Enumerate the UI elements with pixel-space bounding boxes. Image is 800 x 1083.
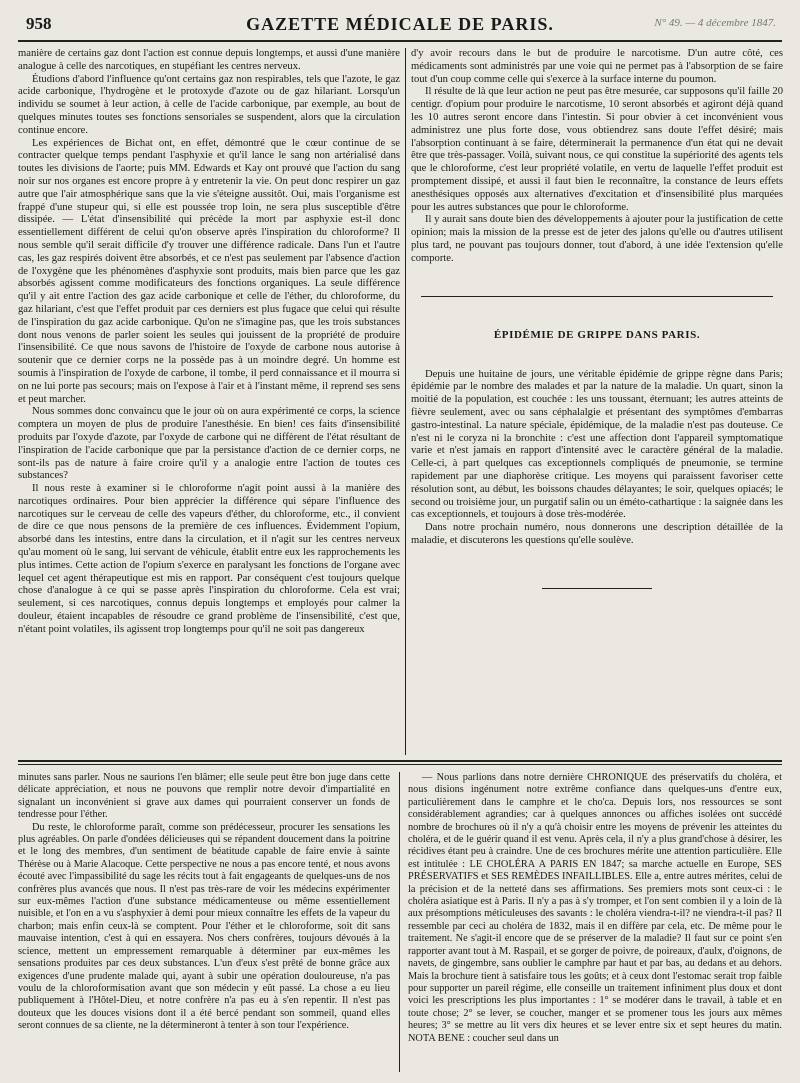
page-header (18, 14, 782, 42)
paragraph: Il y aurait sans doute bien des développements à ajouter pour la justification de cette opinion; mais la mission de la presse est de jeter des jalons qu'elle ou d'autres utilisent plus tard, ne pouvant pas toujours donner, tout d'abord, à une idée l'extension qu'elle comporte. (411, 214, 783, 264)
paragraph: — Nous parlions dans notre dernière CHRONIQUE des préservatifs du choléra, et nous disions ingénument notre extrême confiance dans quelques-uns d'entre eux, particulièrement dans le camphre et le cho'ca. Depuis lors, nos ressources se sont considérablement agrandies; car à quelques annonces ou affiches isolées ont succédé nombre de brochures où il n'y a qu'à choisir entre les moyens de prévenir les atteintes du choléra, et de le guérir quand il est venu. Après cela, il n'y a plus grand'chose à désirer, les récidives étant peu à craindre. Une de ces brochures mérite une attention particulière. Elle est intitulée : LE CHOLÉRA A PARIS EN 1847; sa marche actuelle en Europe, SES PRÉSERVATIFS et SES REMÈDES INFAILLIBLES. Elle a, entre autres mérites, celui de la précision et de la netteté dans ses affirmations. Ses premiers mots sont ceux-ci : le choléra asiatique est à Paris. Il n'y a pas à s'y tromper, et l'on sent combien il y a loin de là aux présomptions méticuleuses des savants : le choléra viendra-t-il? ne viendra-t-il pas? Il ressemble par ceci au choléra de 1832, mais il en diffère par cela, etc. De même pour le traitement. Ne s'agit-il encore que de se préserver de la maladie? Il faut sur ce point s'en rapporter avant tout à M. Raspail, et se gorger de poivre, de poireaux, d'aulx, d'oignons, de navets, de gingembre, sans oublier le camphre par haut et par bas, au dedans et au dehors. Mais la brochure tient à satisfaire tous les goûts; et à ceux dont l'estomac serait trop faible pour supporter un pareil régime, elle conseille un traitement infiniment plus doux et dont voici les prescriptions les plus importantes : 1° se modérer dans le travail, à table et en toute chose; 2° se lever, se coucher, manger et se promener tous les jours aux mêmes heures; 3° se mettre au lit vers dix heures et se lever entre six et sept heures du matin. NOTA BENE : coucher seul dans un (408, 772, 782, 1044)
feuilleton-left (18, 772, 390, 1072)
end-rule (542, 588, 652, 589)
paragraph: Du reste, le chloroforme paraît, comme son prédécesseur, procurer les sensations les plus agréables. On parle d'ondées délicieuses qui se répandent doucement dans la poitrine et le long des membres, d'un sentiment de béatitude capable de faire envie à sainte Thérèse ou à Marie Alacoque. Cette perspective ne nous a pas encore tenté, et nous avons écouté avec l'impassibilité du sage les récits tout à fait engageants de quelques-uns de nos confrères plus avancés que nous. Il n'est pas très-rare de voir les médecins expérimenter sur eux-mêmes l'action d'une substance médicamenteuse ou même essentiellement nuisible, et l'on en a vu s'asphyxier à demi pour mieux connaître les effets de la vapeur du charbon; mais enfin ceux-là se comptent. Pour l'éther et le chloroforme, soit dit sans mauvaise intention, c'est à qui en essayera. Nos chers confrères, toujours dévoués à la science, mettent un empressement remarquable à déterminer par eux-mêmes les sensations produites par ces deux substances. L'un d'eux s'est prêté de bonne grâce aux exigences d'une prudente malade qui, ayant à subir une opération douloureuse, n'a pas voulu de la chloroformisation avant que son médecin y eût passé. La chose a eu lieu publiquement à l'Hôtel-Dieu, et notre confrère n'a pas eu à s'en repentir. Il n'est pas douteux que les douces visions dont il a été bercé pendant son sommeil, quand elles seront connues de sa cliente, ne la détermineront à tenter à son tour l'expérience. (18, 821, 390, 1032)
paragraph: d'y avoir recours dans le but de produire le narcotisme. D'un autre côté, ces médicaments sont administrés par une voie qui ne permet pas à l'absorption de se faire tout d'un coup comme celle qui s'exerce à la surface interne du poumon. (411, 48, 783, 85)
paragraph: Dans notre prochain numéro, nous donnerons une description détaillée de la maladie, et discuterons les questions qu'elle soulève. (411, 522, 783, 546)
paragraph: minutes sans parler. Nous ne saurions l'en blâmer; elle seule peut être bon juge dans cette délicate appréciation, et nous ne pouvons que remplir notre devoir d'impartialité en signalant un inconvénient si grave aux dames qui pourraient conserver un fonds de tendresse pour l'éther. (18, 772, 390, 821)
paragraph: Il résulte de là que leur action ne peut pas être mesurée, car supposons qu'il faille 20 centigr. d'opium pour produire le narcotisme, 10 seront absorbés et agiront déjà quand les 10 autres seront encore dans l'intestin. Si pour obvier à cet inconvénient vous administrez une plus forte dose, vous obtiendrez sans doute l'effet désiré; mais l'absorption continuant à se faire, déterminerait la permanence d'un état qui ne devait être que très-passager. Voilà, suivant nous, ce qui constitue la supériorité des agents tels que le chloroforme, c'est leur propriété volatile, en vertu de laquelle l'effet produit est promptement dissipé, et aussi il faut bien le reconnaître, la constance de leurs effets anesthésiques opposés aux alternatives d'excitation et d'insensibilité plus marquées pour les autres substances que pour le chloroforme. (411, 86, 783, 213)
feuilleton-rule (18, 760, 782, 762)
issue-date-faint: N° 49. — 4 décembre 1847. (654, 17, 776, 29)
column-upper-left (18, 48, 400, 755)
section-title: ÉPIDÉMIE DE GRIPPE DANS PARIS. (493, 328, 701, 341)
column-divider (405, 48, 406, 755)
feuilleton-divider (399, 772, 400, 1072)
paragraph: Depuis une huitaine de jours, une véritable épidémie de grippe règne dans Paris; épidémie par le nombre des malades et par la nature de la maladie. Un quart, sinon la moitié de la population, est couchée : les uns toussant, éternuant; les autres atteints de fièvre seulement, avec ou sans céphalalgie et présentant des symptômes d'embarras gastro-intestinal. La nature spéciale, épidémique, de la maladie n'est pas douteuse. Ce n'est ni le coryza ni la bronchite : c'est une affection dont l'appareil symptomatique varie et n'est jamais en rapport d'intensité avec le caractère général de la maladie. Celle-ci, à part quelques cas exceptionnels compliqués de pneumonie, se termine rapidement par une diaphorèse critique. Les moyens qui paraissent favoriser cette résolution sont, au début, les boissons chaudes délayantes; le soir, quelques opiacés; le second ou troisième jour, un purgatif salin ou un éméto-cathartique : la saignée dans les cas exceptionnels, et toujours à dose très-modérée. (411, 368, 783, 521)
column-upper-right (411, 48, 783, 755)
section-separator (421, 296, 773, 297)
feuilleton-rule-thin (18, 764, 782, 765)
paragraph: Il nous reste à examiner si le chloroforme n'agit point aussi à la manière des narcotiques ordinaires. Pour bien apprécier la différence qui sépare l'influence des narcotiques sur le cerveau de celle des vapeurs d'éther, du chloroforme, etc., il convient de dire ce que nous pensons de la première de ces influences. Évidemment l'opium, absorbé dans les intestins, entre dans la circulation, et il n'agit sur les centres nerveux qu'au moment où le sang, lui servant de véhicule, établit entre eux les rapprochements les plus intimes. Cette action de l'opium s'exerce en paralysant les fonctions de l'organe avec lequel cet agent thérapeutique est mis en rapport. Par conséquent c'est toujours quelque chose d'analogue à ce qui se passe après l'inspiration du chloroforme. Cela est vrai; seulement, si ces narcotiques, connus depuis longtemps et employés pour calmer la douleur, étaient incapables de résoudre ce grand problème de l'insensibilité, c'est que, n'étant point volatiles, ils agissent trop longtemps pour qu'il ne soit pas dangereux (18, 483, 400, 635)
feuilleton-right (408, 772, 782, 1072)
paragraph: Étudions d'abord l'influence qu'ont certains gaz non respirables, tels que l'azote, le gaz acide carbonique, l'hydrogène et le protoxyde d'azote ou de gaz hilariant. Lorsqu'un individu se soumet à leur action, à celle de l'acide carbonique, par exemple, au bout de quelques minutes toutes ses fonctions sensoriales se suspendent, alors que la circulation continue encore. (18, 73, 400, 136)
journal-title: GAZETTE MÉDICALE DE PARIS. (246, 14, 554, 34)
paragraph: Les expériences de Bichat ont, en effet, démontré que le cœur continue de se contracter quelque temps pendant l'asphyxie et qu'il lance le sang non artérialisé dans toutes les divisions de l'aorte; puis MM. Edwards et Kay ont prouvé que l'action du sang noir sur nos organes est encore propre à y entretenir la vie. On peut donc respirer un gaz autre que l'air atmosphérique sans que la vie s'éteigne aussitôt. Oui, mais l'organisme est frappé d'une stupeur qui, si elle est poussée trop loin, ne sera plus susceptible d'être dissipée. — L'état d'insensibilité qui précède la mort par asphyxie est-il donc essentiellement différent de celui qu'on observe après l'inspiration du chloroforme? Il nous semble qu'il serait difficile d'y trouver une différence radicale. Dans l'un et l'autre cas, les gaz respirés doivent être absorbés, et ce n'est pas seulement par l'absence d'action de l'oxygène que les phénomènes d'asphyxie sont produits, mais bien parce que les gaz absorbés agissent comme modificateurs des fonctions organiques. La seule différence qu'il y ait entre l'action des gaz acide carbonique et celle de l'éther, du chloroforme, du gaz hilariant, c'est que l'effet produit par ces derniers est plus fugace que celui qui résulte de l'inspiration du gaz acide carbonique. Qu'on ne s'imagine pas, que les trois substances dont nous venons de parler soient les seules qui jouissent de la propriété de produire l'insensibilité. Ce que nous savons de l'histoire de l'oxyde de carbone nous autorise à soutenir que ce dernier corps ne la possède pas à un moindre degré. Un homme est soumis à l'inspiration de l'oxyde de carbone, il tombe, il perd connaissance et il mourra si on ne lui porte pas secours; mais on l'expose à l'air et à l'instant même, il reprend ses sens et peut marcher. (18, 137, 400, 405)
paragraph: manière de certains gaz dont l'action est connue depuis longtemps, et aussi d'une manière analogue à celle des narcotiques, en stupéfiant les centres nerveux. (18, 48, 400, 72)
paragraph: Nous sommes donc convaincu que le jour où on aura expérimenté ce corps, la science comptera un moyen de plus de produire l'anesthésie. En bien! ces faits d'insensibilité produits par l'oxyde d'azote, par l'oxyde de carbone qui ne diffèrent de l'état résultant de l'inspiration de l'acide carbonique que par la persistance d'action de ce dernier corps, ne sont-ils pas de nature à faire croire qu'il y a analogie entre l'action de toutes ces substances? (18, 406, 400, 482)
page-number: 958 (26, 14, 52, 33)
